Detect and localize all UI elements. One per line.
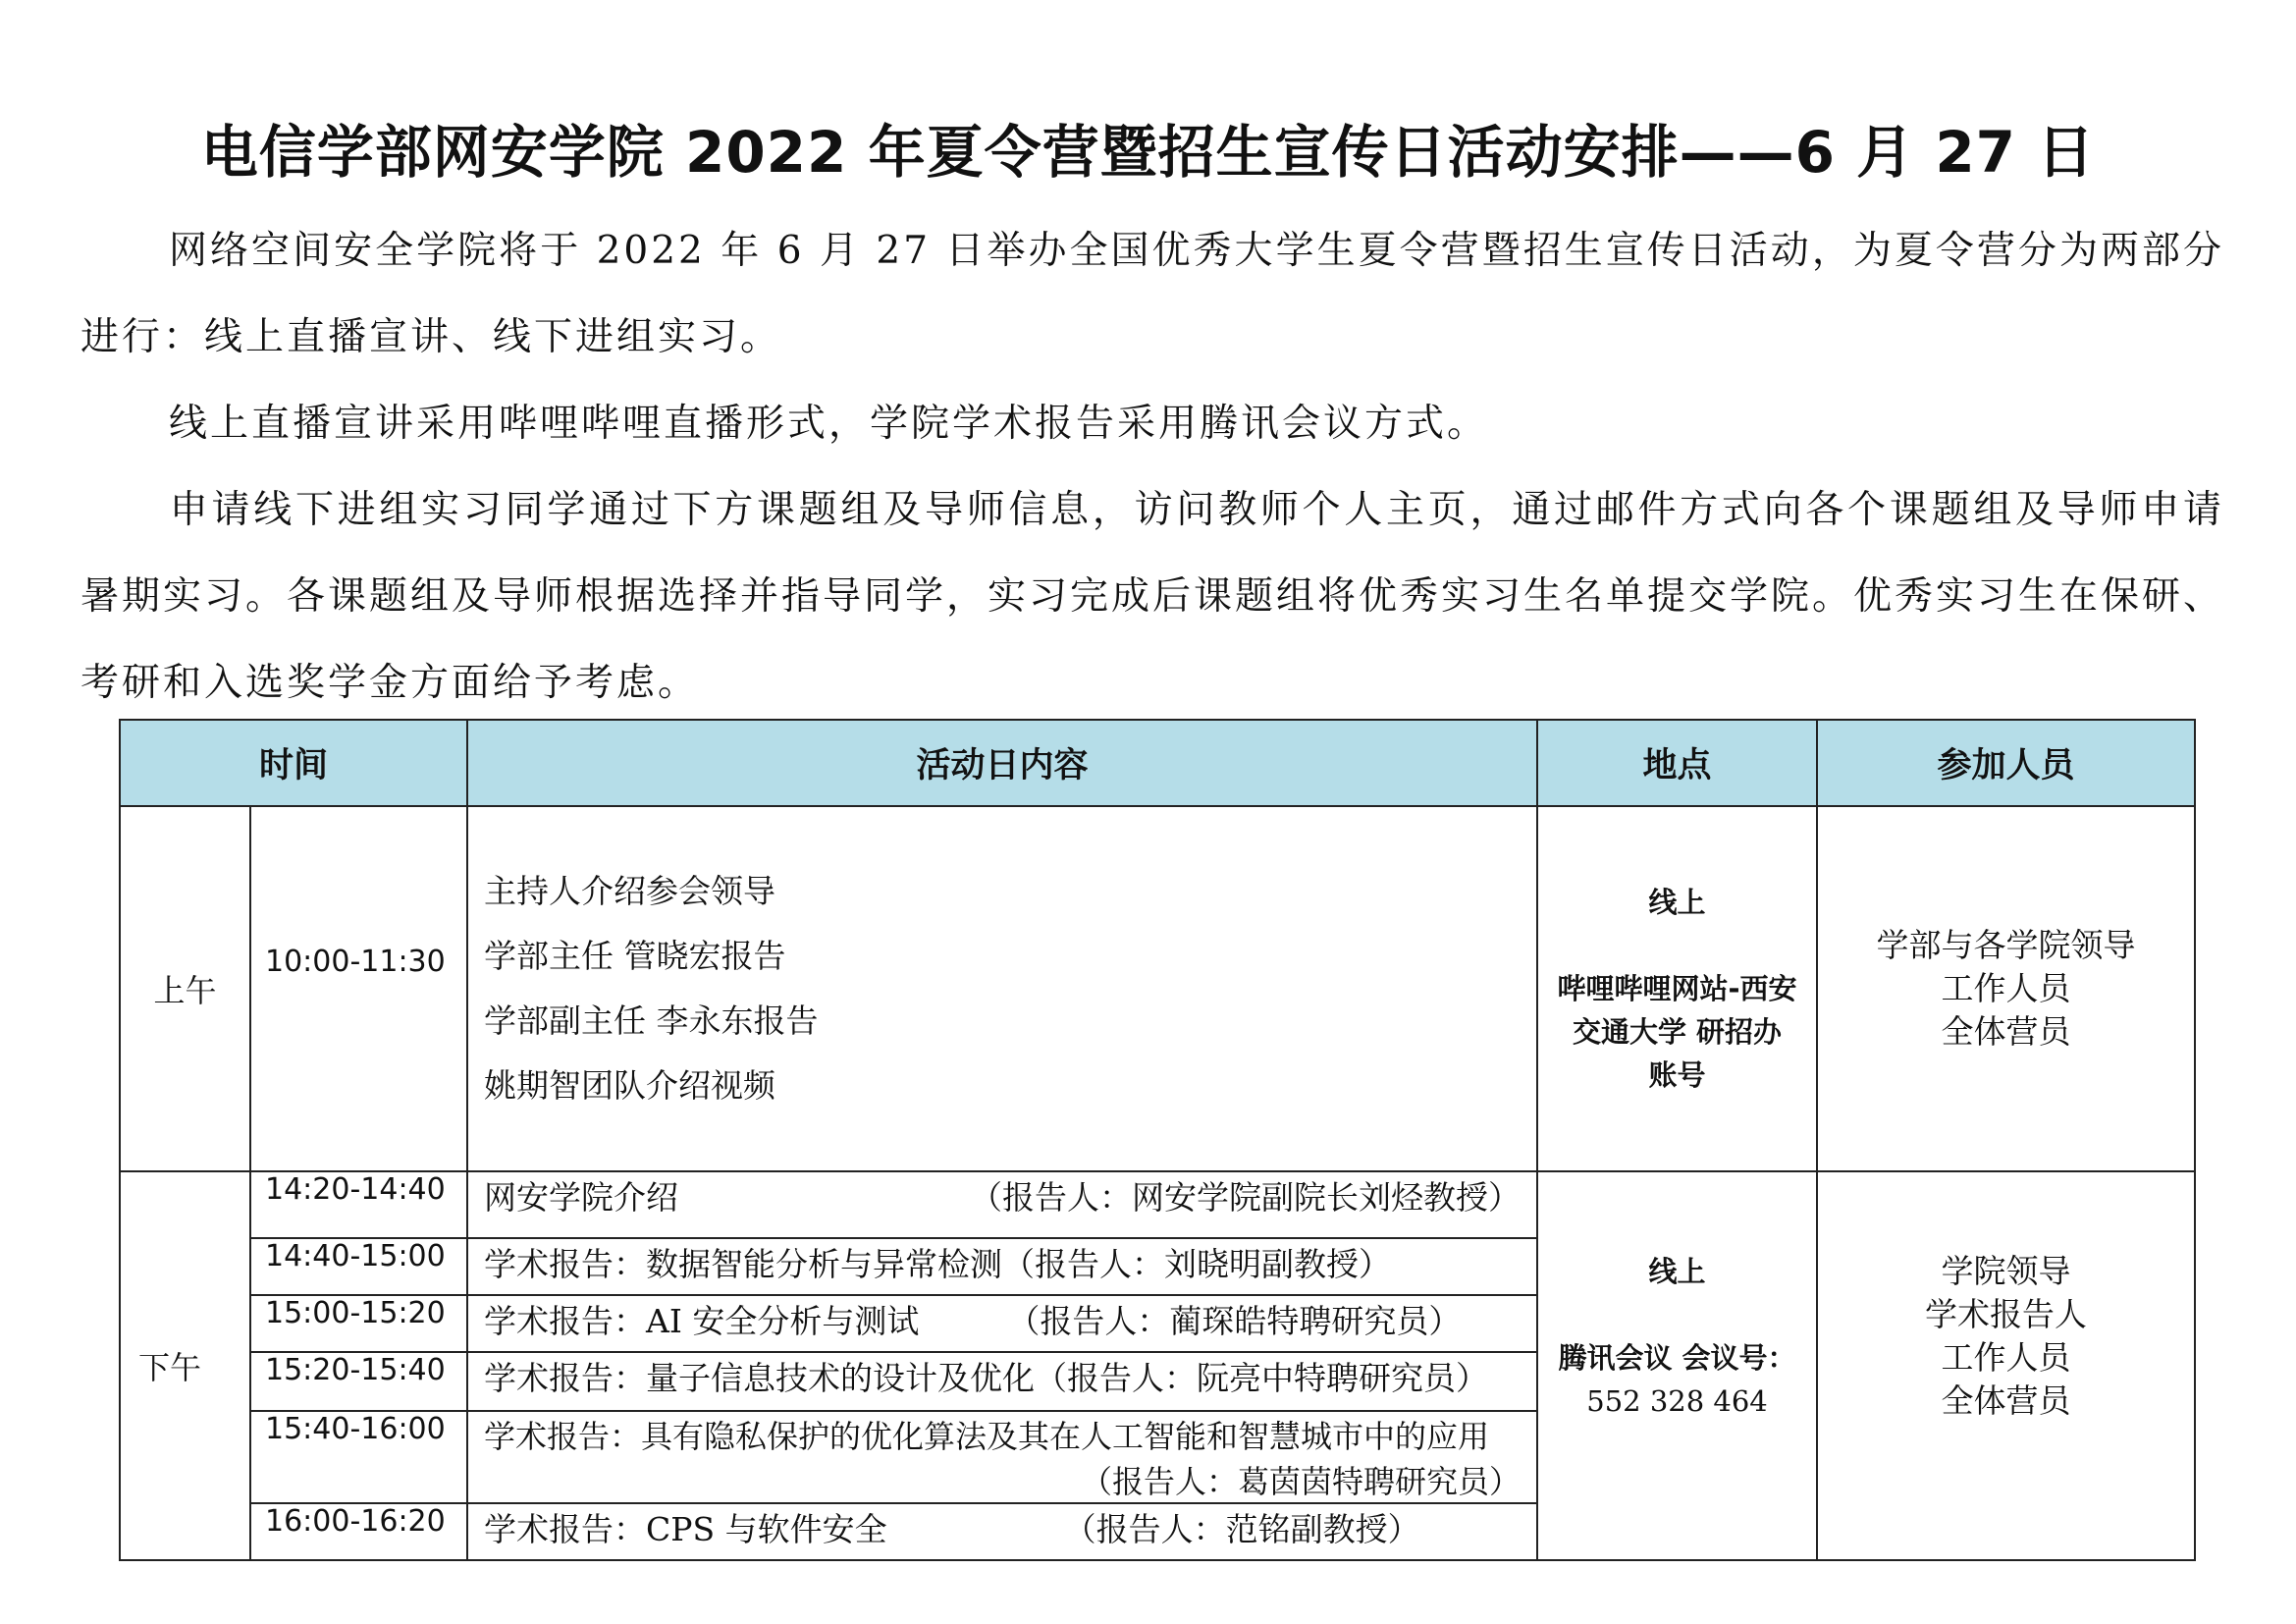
pm-location-line: 线上 [1648, 1255, 1706, 1288]
am-location-line: 交通大学 研招办 [1572, 1015, 1783, 1049]
header-participants: 参加人员 [1817, 720, 2195, 806]
header-content: 活动日内容 [467, 720, 1537, 806]
am-participant: 学部与各学院领导 [1876, 926, 2136, 964]
am-time: 10:00-11:30 [250, 806, 467, 1171]
am-location-line: 线上 [1648, 886, 1706, 919]
pm-participant: 学院领导 [1941, 1252, 2071, 1290]
am-location-line: 哔哩哔哩网站-西安 [1557, 972, 1797, 1005]
document-title: 电信学部网安学院 2022 年夏令营暨招生宣传日活动安排——6 月 27 日 [200, 119, 2096, 186]
pm-time: 15:40-16:00 [250, 1411, 467, 1503]
pm-talk [467, 1238, 1537, 1295]
am-participant: 全体营员 [1941, 1012, 2071, 1051]
schedule-table [119, 719, 2196, 1561]
am-content [467, 806, 1537, 1171]
header-row [120, 720, 2195, 806]
livestream-paragraph [80, 381, 2224, 467]
am-period: 上午 [120, 806, 250, 1171]
intro-paragraph [80, 208, 2224, 381]
pm-location-line: 腾讯会议 会议号： [1558, 1341, 1796, 1375]
am-participants [1817, 806, 2195, 1171]
talk-speaker: （报告人：刘晓明副教授） [1002, 1245, 1392, 1283]
pm-talk [467, 1352, 1537, 1411]
am-item: 学部主任 管晓宏报告 [484, 937, 786, 975]
pm-location-line: 552 328 464 [1586, 1384, 1768, 1418]
pm-period: 下午 [120, 1171, 250, 1560]
internship-text: 申请线下进组实习同学通过下方课题组及导师信息，访问教师个人主页，通过邮件方式向各个课题组及导师申请暑期实习。各课题组及导师根据选择并指导同学，实习完成后课题组将优秀实习生名单提交学院。优秀实习生在保研、考研和入选奖学金方面给予考虑。 [80, 488, 2225, 705]
pm-time: 15:20-15:40 [250, 1352, 467, 1411]
talk-title: 学术报告：AI 安全分析与测试 [484, 1302, 920, 1340]
talk-title: 网安学院介绍 [484, 1178, 679, 1217]
pm-row-1 [120, 1171, 2195, 1238]
am-location [1537, 806, 1817, 1171]
talk-speaker: （报告人：葛茵茵特聘研究员） [1081, 1463, 1522, 1500]
pm-participant: 学术报告人 [1925, 1295, 2088, 1333]
pm-participants [1817, 1171, 2195, 1560]
livestream-text: 线上直播宣讲采用哔哩哔哩直播形式，学院学术报告采用腾讯会议方式。 [169, 402, 1489, 446]
talk-speaker: （报告人：网安学院副院长刘烃教授） [970, 1178, 1522, 1217]
header-location: 地点 [1537, 720, 1817, 806]
talk-title: 学术报告：CPS 与软件安全 [484, 1510, 887, 1548]
talk-title: 学术报告：数据智能分析与异常检测 [484, 1245, 1003, 1283]
header-time: 时间 [120, 720, 467, 806]
am-item: 姚期智团队介绍视频 [484, 1066, 776, 1105]
talk-speaker: （报告人：阮亮中特聘研究员） [1035, 1359, 1489, 1397]
talk-title: 学术报告：具有隐私保护的优化算法及其在人工智能和智慧城市中的应用 [484, 1418, 1490, 1455]
pm-time: 15:00-15:20 [250, 1295, 467, 1352]
pm-time: 16:00-16:20 [250, 1503, 467, 1560]
pm-talk [467, 1171, 1537, 1238]
pm-talk [467, 1295, 1537, 1352]
intro-text: 网络空间安全学院将于 2022 年 6 月 27 日举办全国优秀大学生夏令营暨招生宣传日活动，为夏令营分为两部分进行：线上直播宣讲、线下进组实习。 [80, 229, 2224, 359]
talk-title: 学术报告：量子信息技术的设计及优化 [484, 1359, 1036, 1397]
pm-location [1537, 1171, 1817, 1560]
pm-talk [467, 1503, 1537, 1560]
pm-talk [467, 1411, 1537, 1503]
am-location-line: 账号 [1648, 1058, 1706, 1092]
pm-participant: 工作人员 [1941, 1338, 2071, 1377]
am-row [120, 806, 2195, 1171]
talk-speaker: （报告人：范铭副教授） [1063, 1510, 1420, 1548]
am-item: 学部副主任 李永东报告 [484, 1001, 819, 1040]
pm-participant: 全体营员 [1941, 1381, 2071, 1420]
pm-time: 14:40-15:00 [250, 1238, 467, 1295]
talk-speaker: （报告人：蔺琛皓特聘研究员） [1007, 1302, 1462, 1340]
pm-time: 14:20-14:40 [250, 1171, 467, 1238]
internship-paragraph [80, 467, 2224, 727]
am-item: 主持人介绍参会领导 [484, 872, 776, 910]
am-participant: 工作人员 [1941, 969, 2071, 1007]
